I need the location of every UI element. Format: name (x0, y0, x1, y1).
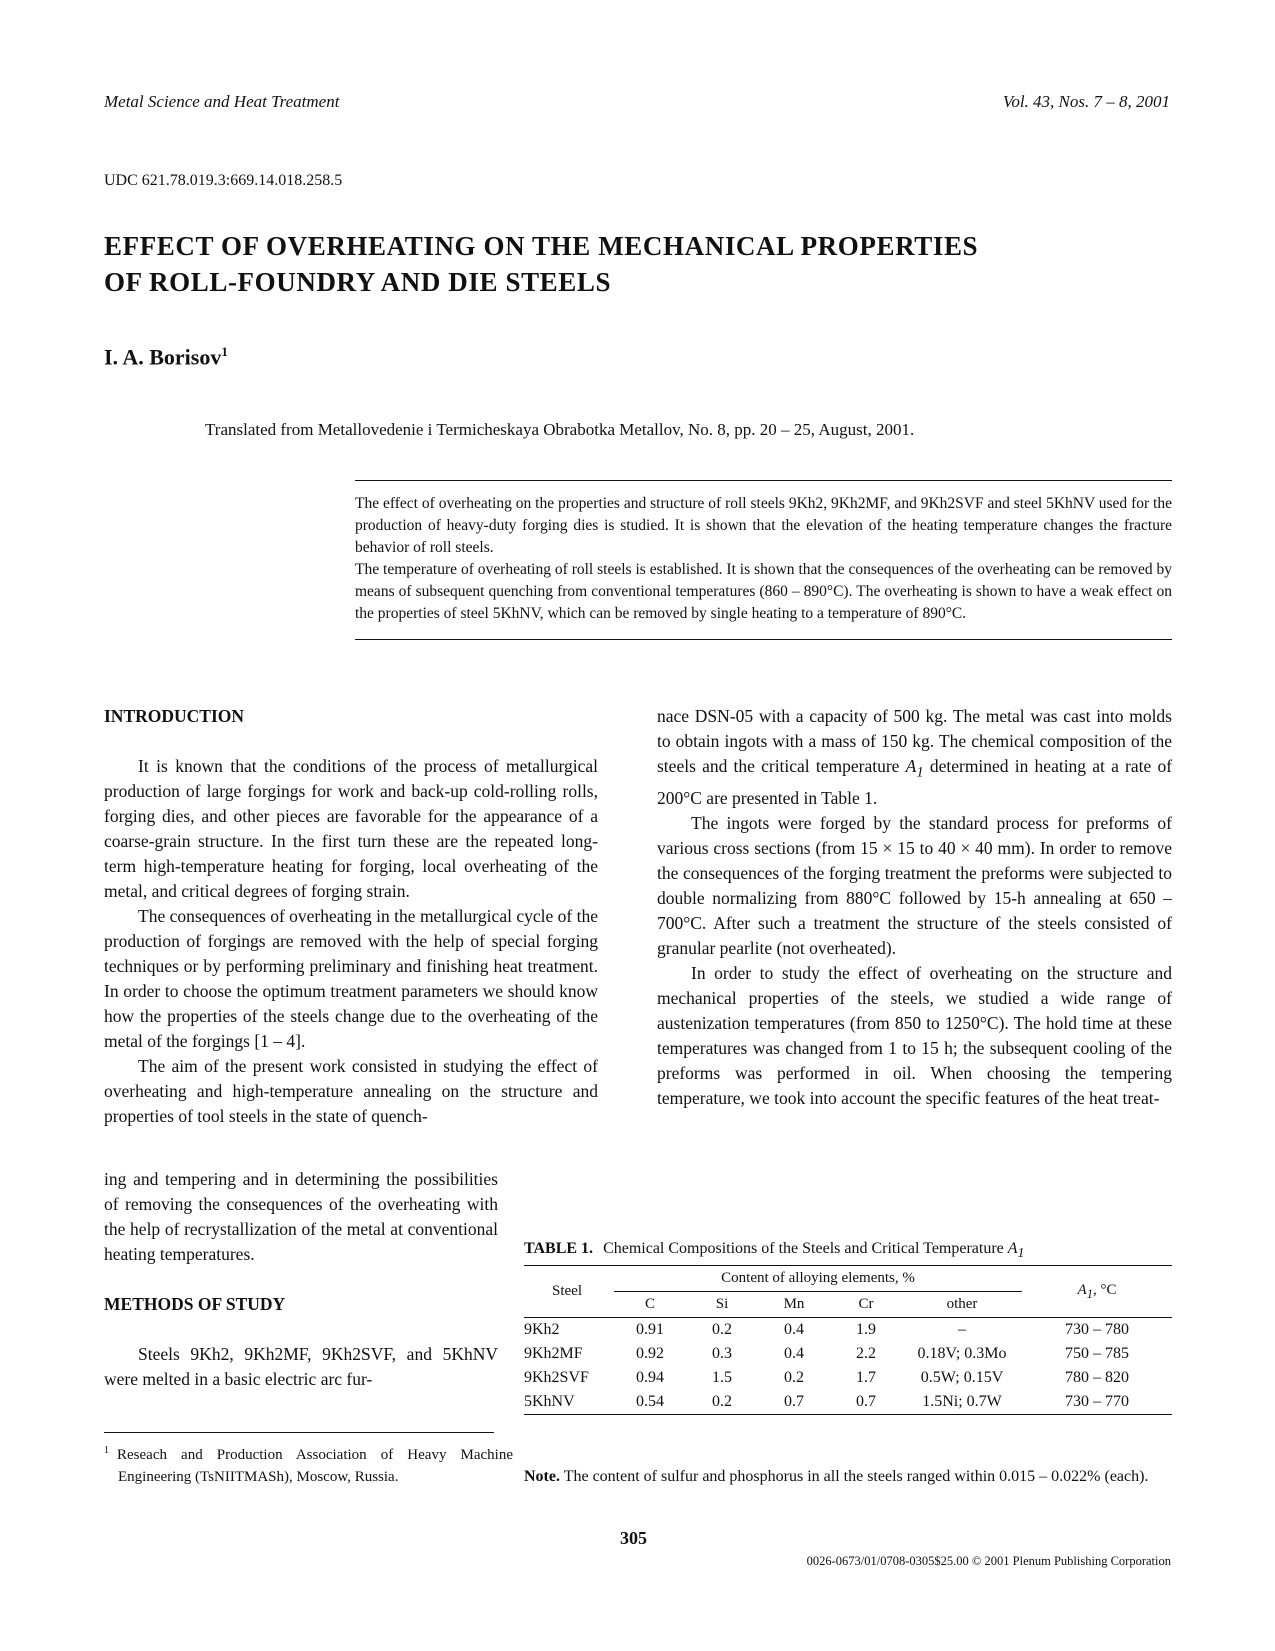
abstract-paragraph-1: The effect of overheating on the properties and structure of roll steels 9Kh2, 9Kh2MF, and 9Kh2SVF and steel 5KhNV used for the production of heavy-duty forging dies is studied. It is shown that the elevation of the heating temperature changes the fracture behavior of roll steels. (355, 495, 1172, 556)
methods-heading: METHODS OF STUDY (104, 1294, 286, 1314)
table-row (524, 1342, 1172, 1366)
cell-c: 0.91 (636, 1321, 664, 1338)
col-c: C (614, 1292, 686, 1318)
col-mn: Mn (758, 1292, 830, 1318)
table-caption-text: Chemical Compositions of the Steels and Critical Temperature (603, 1240, 1004, 1257)
right-paragraph-1-text-a: nace DSN-05 with a capacity of 500 kg. The metal was cast into molds to obtain ingots with a mass of 150 kg. The chemical composition of the steels and the critical temperature (657, 706, 1172, 776)
methods-paragraph-1: Steels 9Kh2, 9Kh2MF, 9Kh2SVF, and 5KhNV were melted in a basic electric arc fur- (104, 1344, 498, 1389)
footnote (104, 1440, 513, 1488)
right-column (657, 704, 1172, 1111)
cell-steel: 9Kh2 (524, 1321, 560, 1338)
table-caption-var (1007, 1240, 1025, 1261)
table-row (524, 1390, 1172, 1415)
cell-mn: 0.7 (784, 1393, 804, 1410)
cell-cr: 2.2 (856, 1345, 876, 1362)
var-a1-subscript: 1 (916, 764, 924, 781)
author (104, 344, 228, 370)
title-line-2: OF ROLL-FOUNDRY AND DIE STEELS (104, 267, 612, 297)
cell-si: 0.3 (712, 1345, 732, 1362)
col-cr: Cr (830, 1292, 902, 1318)
footnote-rule (104, 1432, 494, 1433)
cell-a1: 750 – 785 (1065, 1345, 1129, 1362)
intro-paragraph-3: The aim of the present work consisted in studying the effect of overheating and high-temperature annealing on the structure and properties of tool steels in the state of quench- (104, 1056, 598, 1126)
title-line-1: EFFECT OF OVERHEATING ON THE MECHANICAL PROPERTIES (104, 231, 979, 261)
right-paragraph-2: The ingots were forged by the standard process for preforms of various cross sections (from 15 × 15 to 40 × 40 mm). In order to remove the consequences of the forging treatment the preforms were subjected to double normalizing from 880°C followed by 15-h annealing at 650 – 700°C. After such a treatment the structure of the steels consisted of granular pearlite (not overheated). (657, 812, 1172, 958)
cell-si: 0.2 (712, 1393, 732, 1410)
col-si: Si (686, 1292, 758, 1318)
table-row (524, 1318, 1172, 1343)
cell-steel: 5KhNV (524, 1393, 575, 1410)
paper-title (104, 228, 1084, 300)
col-a1-letter: A (1077, 1281, 1087, 1298)
cell-a1: 780 – 820 (1065, 1369, 1129, 1386)
cell-other: 1.5Ni; 0.7W (922, 1393, 1002, 1410)
var-a1 (905, 756, 924, 781)
right-paragraph-1-text-b: determined in heating at a rate of 200°C are presented in Table 1. (657, 756, 1173, 808)
intro-paragraph-2: The consequences of overheating in the metallurgical cycle of the production of forgings are removed with the help of special forging techniques or by performing preliminary and finishing heat treatment. In order to choose the optimum treatment parameters we should know how the properties of the steels change due to the overheating of the metal of the forgings [1 – 4]. (104, 906, 598, 1051)
author-footnote-mark: 1 (221, 344, 228, 359)
col-a1-subscript: 1 (1086, 1286, 1093, 1301)
volume-info: Vol. 43, Nos. 7 – 8, 2001 (1002, 92, 1170, 111)
intro-paragraph-1: It is known that the conditions of the process of metallurgical production of large forgings for work and back-up cold-rolling rolls, forging dies, and other pieces are favorable for the appearance of a coarse-grain structure. In the first turn these are the repeated long-term high-temperature heating for forging, local overheating of the metal, and critical degrees of forging strain. (104, 756, 598, 901)
cell-c: 0.54 (636, 1393, 664, 1410)
cell-steel: 9Kh2MF (524, 1345, 583, 1362)
table-caption (524, 1240, 1024, 1261)
composition-table (524, 1265, 1172, 1415)
abstract-paragraph-2: The temperature of overheating of roll steels is established. It is shown that the consequences of the overheating can be removed by means of subsequent quenching from conventional temperatures (860 – 890°C). The overheating is shown to have a weak effect on the properties of steel 5KhNV, which can be removed by single heating to a temperature of 890°C. (355, 561, 1172, 622)
footnote-mark: 1 (104, 1445, 109, 1456)
page-number: 305 (620, 1528, 647, 1548)
cell-cr: 0.7 (856, 1393, 876, 1410)
table-label: TABLE 1. (524, 1240, 594, 1257)
cell-c: 0.94 (636, 1369, 664, 1386)
abstract (355, 480, 1172, 640)
cell-other: 0.18V; 0.3Mo (917, 1345, 1007, 1362)
cell-cr: 1.9 (856, 1321, 876, 1338)
cell-si: 1.5 (712, 1369, 732, 1386)
cell-mn: 0.2 (784, 1369, 804, 1386)
col-alloying-group: Content of alloying elements, % (721, 1270, 915, 1286)
cell-a1: 730 – 770 (1065, 1393, 1129, 1410)
journal-name: Metal Science and Heat Treatment (104, 92, 340, 111)
col-other: other (902, 1292, 1022, 1318)
cell-mn: 0.4 (784, 1321, 804, 1338)
author-name: I. A. Borisov (104, 344, 222, 370)
cell-mn: 0.4 (784, 1345, 804, 1362)
cell-other: – (958, 1321, 966, 1338)
introduction-heading: INTRODUCTION (104, 706, 245, 726)
cell-other: 0.5W; 0.15V (920, 1369, 1004, 1386)
caption-var-letter: A (1007, 1240, 1018, 1257)
right-paragraph-1 (657, 704, 1172, 811)
col-a1-var (1077, 1281, 1093, 1301)
cell-cr: 1.7 (856, 1369, 876, 1386)
col-steel: Steel (552, 1283, 582, 1299)
intro-paragraph-3-continued: ing and tempering and in determining the possibilities of removing the consequences of the overheating with the help of recrystallization of the metal at conventional heating temperatures. (104, 1169, 498, 1264)
table-row (524, 1366, 1172, 1390)
left-column-bottom (104, 1167, 498, 1392)
footnote-text: Reseach and Production Association of Heavy Machine Engineering (TsNIITMASh), Moscow, Russia. (117, 1447, 513, 1485)
table-note-label: Note. (524, 1468, 560, 1485)
table-note-text: The content of sulfur and phosphorus in all the steels ranged within 0.015 – 0.022% (each). (563, 1468, 1149, 1485)
udc-code: UDC 621.78.019.3:669.14.018.258.5 (104, 172, 343, 189)
cell-a1: 730 – 780 (1065, 1321, 1129, 1338)
col-a1 (1022, 1266, 1172, 1318)
left-column-top (104, 704, 598, 1129)
caption-var-subscript: 1 (1017, 1245, 1025, 1261)
col-a1-unit: , °C (1092, 1281, 1117, 1298)
cell-steel: 9Kh2SVF (524, 1369, 589, 1386)
cell-si: 0.2 (712, 1321, 732, 1338)
cell-c: 0.92 (636, 1345, 664, 1362)
right-paragraph-3: In order to study the effect of overheating on the structure and mechanical properties of the steels, we studied a wide range of austenization temperatures (from 850 to 1250°C). The hold time at these temperatures was changed from 1 to 15 h; the subsequent cooling of the preforms was performed in oil. When choosing the tempering temperature, we took into account the specific features of the heat treat- (657, 962, 1172, 1108)
copyright-line: 0026-0673/01/0708-0305$25.00 © 2001 Plenum Publishing Corporation (806, 1554, 1171, 1568)
var-a1-letter: A (905, 756, 917, 776)
translation-note: Translated from Metallovedenie i Termicheskaya Obrabotka Metallov, No. 8, pp. 20 – 25, August, 2001. (205, 420, 915, 439)
table-note (524, 1466, 1172, 1488)
